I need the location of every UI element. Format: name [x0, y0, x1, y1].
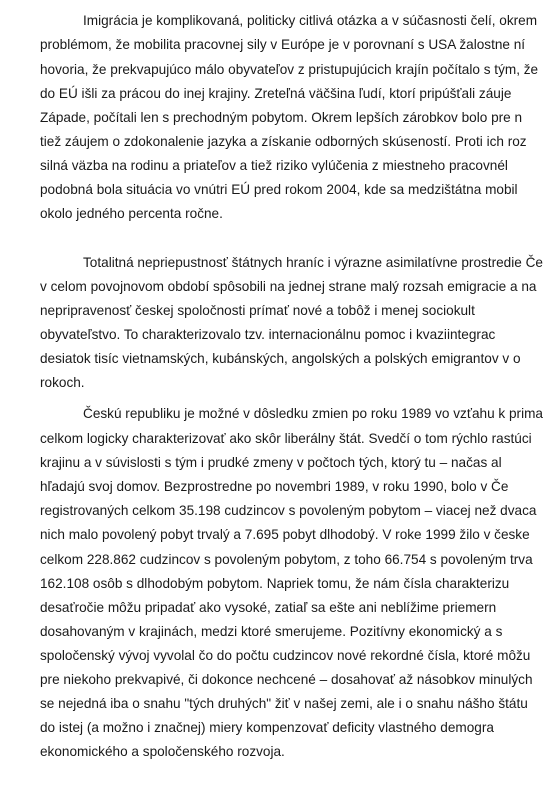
text-line: 162.108 osôb s dlhodobým pobytom. Napriek tomu, že nám čísla charakterizu	[40, 576, 510, 591]
text-line: do istej (a možno i značnej) miery kompenzovať deficity vlastného demogra	[40, 720, 494, 735]
text-line: ekonomického a spoločenského rozvoja.	[40, 744, 285, 759]
text-line: nich malo povolený pobyt trvalý a 7.695 pobyt dlhodobý. V roke 1999 žilo v česke	[40, 527, 530, 542]
text-line: problémom, že mobilita pracovnej sily v Európe je v porovnaní s USA žalostne ní	[40, 37, 526, 52]
text-line: hľadajú svoj domov. Bezprostredne po novembri 1989, v roku 1990, bolo v Če	[40, 479, 509, 494]
text-line: silná väzba na rodinu a priateľov a tiež riziko vylúčenia z miestneho pracovnél	[40, 158, 508, 173]
text-line: desiatok tisíc vietnamských, kubánských, angolských a polských emigrantov v o	[40, 351, 521, 366]
text-line: se nejedná iba o snahu "tých druhých" žiť v našej zemi, ale i o snahu nášho štátu	[40, 696, 528, 711]
text-line: Totalitná nepriepustnosť štátnych hraníc i výrazne asimilatívne prostredie Če	[83, 255, 543, 270]
text-line: spoločenský vývoj vyvolal čo do počtu cudzincov nové rekordné čísla, ktoré môžu	[40, 648, 531, 663]
text-line: do EÚ išli za prácou do inej krajiny. Zreteľná väčšina ľudí, ktorí pripúšťali záuje	[40, 86, 512, 101]
text-line: Českú republiku je možné v dôsledku zmien po roku 1989 vo vzťahu k prima	[83, 406, 543, 421]
text-line: v celom povojnovom období spôsobili na jednej strane malý rozsah emigracie a na	[40, 279, 537, 294]
text-line: krajinu a v súvislosti s tým i prudké zmeny v počtoch tých, ktorý tu – načas al	[40, 455, 502, 470]
text-line: celkom logicky charakterizovať ako skôr liberálny štát. Svedčí o tom rýchlo rastúci	[40, 431, 532, 446]
text-line: Imigrácia je komplikovaná, politicky citlivá otázka a v súčasnosti čelí, okrem	[83, 13, 538, 28]
text-line: Západe, počítali len s prechodným pobytom. Okrem lepších zárobkov bolo pre n	[40, 110, 523, 125]
text-line: pre niekoho prekvapivé, či dokonce nechcené – dosahovať až násobkov minulých	[40, 672, 533, 687]
text-line: hovoria, že prekvapujúco málo obyvateľov z pristupujúcich krajín počítalo s tým, že	[40, 62, 539, 77]
text-line: celkom 228.862 cudzincov s povoleným pobytom, z toho 66.754 s povoleným trva	[40, 552, 533, 567]
text-line: rokoch.	[40, 375, 85, 390]
text-line: dosahovaným v krajinách, medzi ktoré smerujeme. Pozitívny ekonomický a s	[40, 624, 503, 639]
text-line: nepripravenosť českej spoločnosti prímať nové a tobôž i menej sociokult	[40, 303, 475, 318]
text-line: tiež záujem o zdokonalenie jazyka a získanie odborných skúseností. Proti ich roz	[40, 134, 527, 149]
text-line: registrovaných celkom 35.198 cudzincov s povoleným pobytom – viacej než dvaca	[40, 503, 537, 518]
text-line: desaťročie môžu pripadať ako vysoké, zatiaľ sa ešte ani neblížime priemern	[40, 600, 497, 615]
text-line: obyvateľstvo. To charakterizovalo tzv. internacionálnu pomoc i kvaziintegrac	[40, 327, 496, 342]
text-line: okolo jedného percenta ročne.	[40, 206, 223, 221]
text-line: podobná bola situácia vo vnútri EÚ pred rokom 2004, kde sa medzištátna mobil	[40, 182, 518, 197]
